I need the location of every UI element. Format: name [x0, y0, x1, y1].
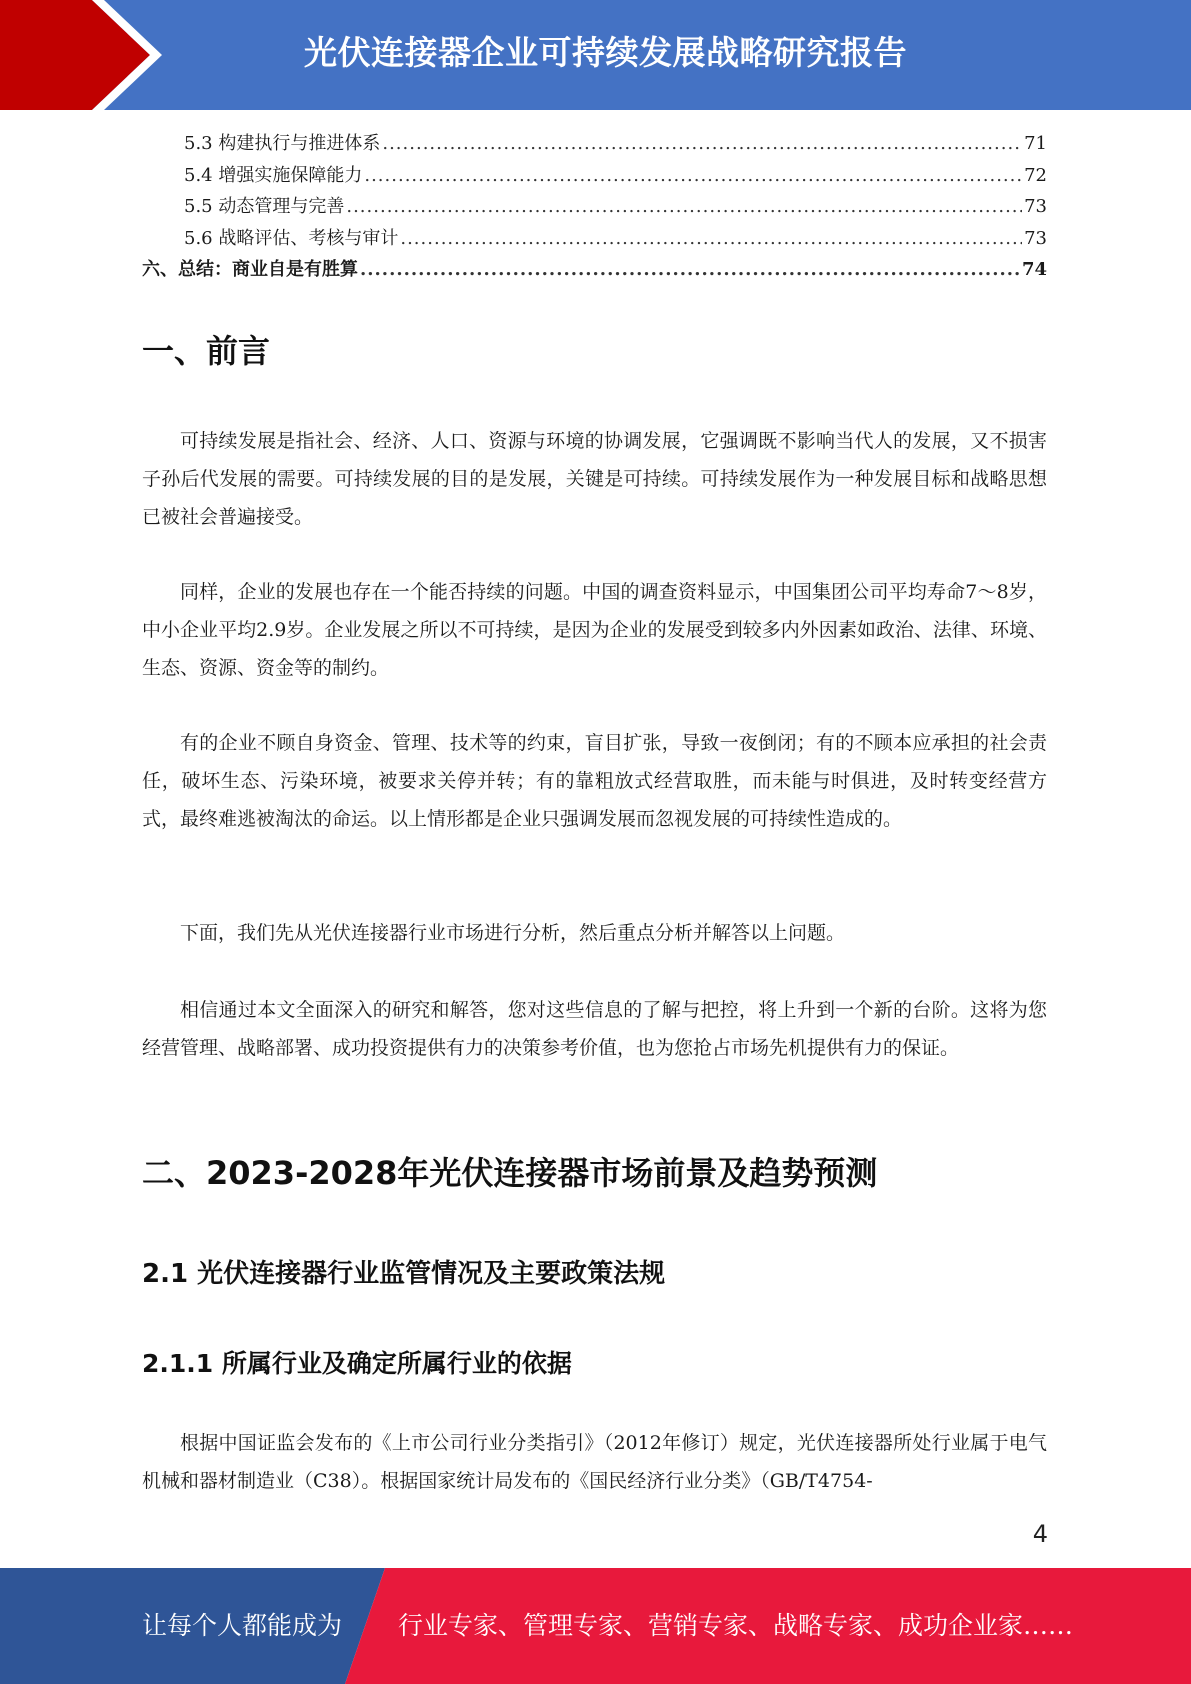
toc-entry[interactable] — [142, 160, 1047, 192]
section-heading-market-outlook: 二、2023-2028年光伏连接器市场前景及趋势预测 — [142, 1154, 878, 1192]
toc-entry-label: 5.6 战略评估、考核与审计 — [184, 227, 399, 249]
body-paragraph: 下面，我们先从光伏连接器行业市场进行分析，然后重点分析并解答以上问题。 — [180, 922, 846, 944]
toc-entry-label: 5.5 动态管理与完善 — [184, 196, 345, 217]
body-paragraph: 可持续发展是指社会、经济、人口、资源与环境的协调发展，它强调既不影响当代人的发展，又不损害子孙后代发展的需要。可持续发展的目的是发展，关键是可持续。可持续发展作为一种发展目标和战略思想已被社会普遍接受。 — [142, 430, 1047, 528]
footer-slogan-right: 行业专家、管理专家、营销专家、战略专家、成功企业家…… — [398, 1611, 1074, 1640]
body-paragraph: 根据中国证监会发布的《上市公司行业分类指引》（2012年修订）规定，光伏连接器所处行业属于电气机械和器材制造业（C38）。根据国家统计局发布的《国民经济行业分类》（GB/T4754- — [142, 1432, 1047, 1492]
toc-leader-dots — [364, 160, 1022, 192]
toc-entry-label: 5.3 构建执行与推进体系 — [184, 133, 381, 154]
toc-entry-page: 71 — [1024, 133, 1047, 154]
body-paragraph: 有的企业不顾自身资金、管理、技术等的约束，盲目扩张，导致一夜倒闭；有的不顾本应承担的社会责任，破坏生态、污染环境，被要求关停并转；有的靠粗放式经营取胜，而未能与时俱进，及时转变经营方式，最终难逃被淘汰的命运。以上情形都是企业只强调发展而忽视发展的可持续性造成的。 — [142, 732, 1047, 830]
page-header — [0, 0, 1191, 110]
toc-leader-dots — [346, 191, 1022, 223]
toc-entry-page: 73 — [1024, 227, 1047, 249]
toc-entry[interactable] — [142, 223, 1047, 255]
toc-entry-label: 5.4 增强实施保障能力 — [184, 164, 363, 186]
toc-entry[interactable] — [142, 128, 1047, 160]
toc-entry-label: 六、总结：商业自是有胜算 — [142, 259, 358, 280]
toc-entry-page: 72 — [1024, 164, 1047, 186]
toc-entry[interactable] — [142, 191, 1047, 223]
subsection-heading-industry-classification: 2.1.1 所属行业及确定所属行业的依据 — [142, 1349, 572, 1378]
footer-slogan-left: 让每个人都能成为 — [142, 1611, 343, 1640]
toc-leader-dots — [360, 254, 1020, 286]
body-paragraph: 相信通过本文全面深入的研究和解答，您对这些信息的了解与把控，将上升到一个新的台阶。这将为您经营管理、战略部署、成功投资提供有力的决策参考价值，也为您抢占市场先机提供有力的保证。 — [142, 999, 1047, 1059]
report-title: 光伏连接器企业可持续发展战略研究报告 — [304, 33, 907, 72]
toc-entry-chapter[interactable] — [142, 254, 1047, 286]
subsection-heading-regulation: 2.1 光伏连接器行业监管情况及主要政策法规 — [142, 1259, 666, 1289]
toc-leader-dots — [400, 223, 1022, 255]
page-footer — [0, 1568, 1191, 1684]
page-number: 4 — [1032, 1520, 1048, 1548]
toc-entry-page: 74 — [1021, 259, 1047, 280]
toc-leader-dots — [382, 128, 1022, 160]
table-of-contents — [142, 128, 1047, 286]
toc-entry-page: 73 — [1024, 196, 1047, 217]
body-paragraph: 同样，企业的发展也存在一个能否持续的问题。中国的调查资料显示，中国集团公司平均寿命7～8岁，中小企业平均2.9岁。企业发展之所以不可持续，是因为企业的发展受到较多内外因素如政治、法律、环境、生态、资源、资金等的制约。 — [142, 581, 1047, 679]
section-heading-preface: 一、前言 — [142, 332, 271, 370]
